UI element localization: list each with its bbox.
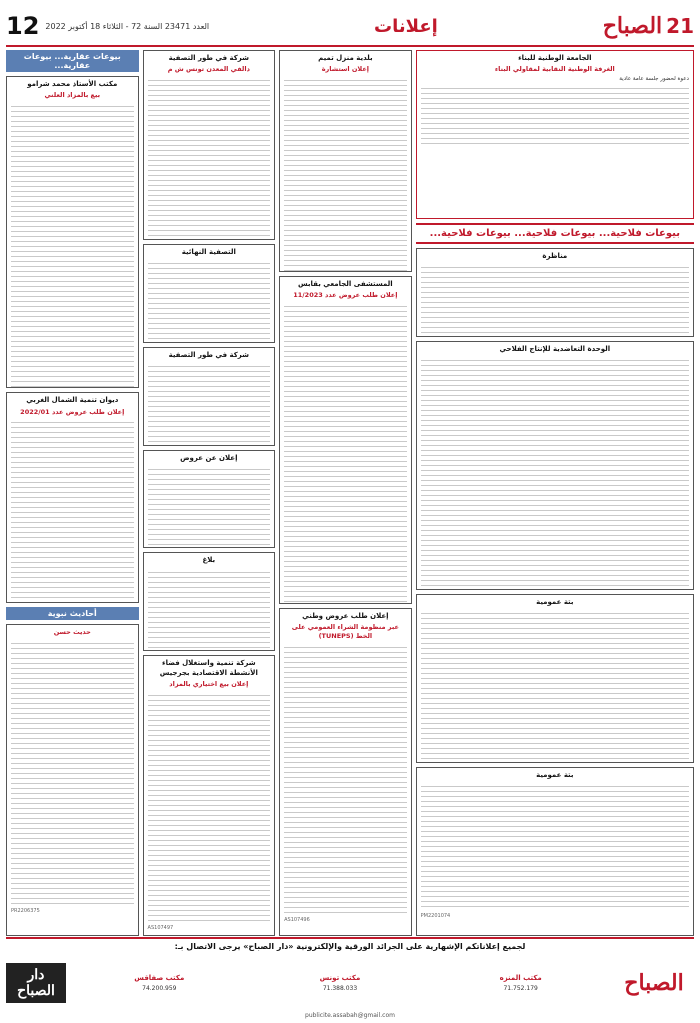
ad-title: شركة في طور التصفية	[168, 54, 250, 62]
hadith-box	[6, 624, 139, 936]
ad-title: بلدية منزل تميم	[318, 54, 373, 62]
ad-subtitle: بيع بالمزاد العلني	[44, 91, 101, 100]
ad-offers	[143, 450, 276, 549]
ad-title: إعلان طلب عروض وطني	[302, 611, 389, 620]
ad-northwest-office	[6, 392, 139, 603]
office-phone: 71.388.033	[322, 984, 358, 992]
office-tunis	[253, 973, 428, 993]
ad-title: ديوان تنمية الشمال الغربي	[26, 396, 119, 405]
ad-final-liquidation	[143, 244, 276, 343]
office-menzah	[433, 973, 608, 993]
footer-logo: الصباح	[624, 970, 684, 996]
hadith-banner: أحاديث نبوية	[6, 607, 139, 620]
ad-title: شركة تنمية واستغلال فضاء الأنشطة الاقتصادية بجرجيس	[159, 659, 258, 677]
ad-title: مكتب الأستاذ محمد شرامو	[27, 80, 118, 88]
ad-title: المستشفى الجامعي بقابس	[298, 279, 393, 288]
ad-subtitle: دالفي المعدن تونس ش م	[167, 65, 250, 74]
office-name: مكتب صفاقس	[134, 974, 185, 983]
ad-subtitle: عبر منظومة الشراء العمومي على الخط (TUNEPS)	[291, 623, 399, 640]
ad-notice	[143, 552, 276, 651]
office-name: مكتب تونس	[319, 974, 361, 983]
section-title: إعلانات	[374, 15, 438, 37]
page-footer	[6, 937, 694, 1019]
ad-liquidation-1	[143, 50, 276, 240]
column-4	[6, 50, 139, 936]
ad-chrammou-auction	[6, 76, 139, 388]
hadith-label: حديث حسن	[53, 627, 91, 636]
ad-title: الجامعة الوطنية للبناء	[518, 54, 592, 62]
ad-building-federation	[416, 50, 694, 219]
newspaper-logo	[603, 13, 694, 39]
ad-title: إعلان عن عروض	[180, 453, 238, 462]
ad-contest	[416, 248, 694, 337]
ad-subtitle: إعلان بيع اختياري بالمزاد	[169, 680, 249, 689]
column-3	[143, 50, 276, 936]
ad-text: دعوة لحضور جلسة عامة عادية	[619, 76, 689, 83]
ad-title: بتة عمومية	[536, 771, 574, 779]
ad-zarzis-auction	[143, 655, 276, 936]
ad-title: بلاغ	[202, 556, 216, 565]
ad-subtitle: الغرفة الوطنية النقابية لمقاولي البناء	[494, 65, 615, 74]
page-header	[6, 8, 694, 44]
header-rule	[6, 45, 694, 47]
ad-public-tender-2	[416, 767, 694, 936]
dar-assabah-logo: دار الصباح	[6, 963, 66, 1003]
ad-gabes-hospital	[279, 276, 412, 604]
real-estate-banner: بيوعات عقارية... بيوعات عقارية...	[6, 50, 139, 72]
office-sfax	[72, 973, 247, 993]
ad-title: الوحدة التعاضدية للإنتاج الفلاحي	[499, 344, 611, 353]
page-number: 12	[6, 12, 40, 40]
footer-email[interactable]: publicite.assabah@gmail.com	[305, 1012, 395, 1019]
ad-ref: PR2206375	[11, 908, 40, 915]
issue-info: العدد 23471 السنة 72 - الثلاثاء 18 أكتوبر 2022	[45, 21, 210, 31]
logo-number: 21	[666, 14, 694, 38]
office-phone: 74.200.959	[142, 984, 177, 992]
ad-title: بتة عمومية	[536, 598, 574, 606]
office-phone: 71.752.179	[503, 984, 538, 992]
office-name: مكتب المنزه	[499, 974, 542, 983]
ad-public-tender-1	[416, 594, 694, 763]
ad-subtitle: إعلان طلب عروض عدد 2022/01	[20, 407, 125, 416]
column-1	[416, 50, 694, 936]
ad-liquidation-2	[143, 347, 276, 446]
ad-tuneps	[279, 608, 412, 936]
column-2	[279, 50, 412, 936]
footer-contact-line: لجميع إعلاناتكم الإشهارية على الجرائد الورقية والإلكترونية «دار الصباح» يرجى الاتصال بـ:	[174, 942, 526, 951]
logo-text: الصباح	[602, 13, 663, 39]
ad-title: مناظرة	[542, 252, 568, 260]
ad-ref: AS107496	[284, 916, 310, 923]
ads-grid	[6, 50, 694, 936]
ad-menzel-temime	[279, 50, 412, 272]
ad-subtitle: إعلان استشارة	[321, 65, 370, 74]
agricultural-sales-banner: بيوعات فلاحية... بيوعات فلاحية... بيوعات فلاحية...	[416, 223, 694, 244]
ad-title: شركة في طور التصفية	[168, 350, 250, 359]
ad-ref: AS107497	[147, 924, 174, 931]
ad-ref: PM2201074	[420, 913, 451, 920]
ad-agri-unit	[416, 341, 694, 591]
ad-title: التصفية النهائية	[181, 247, 236, 256]
ad-subtitle: إعلان طلب عروض عدد 11/2023	[293, 290, 398, 299]
